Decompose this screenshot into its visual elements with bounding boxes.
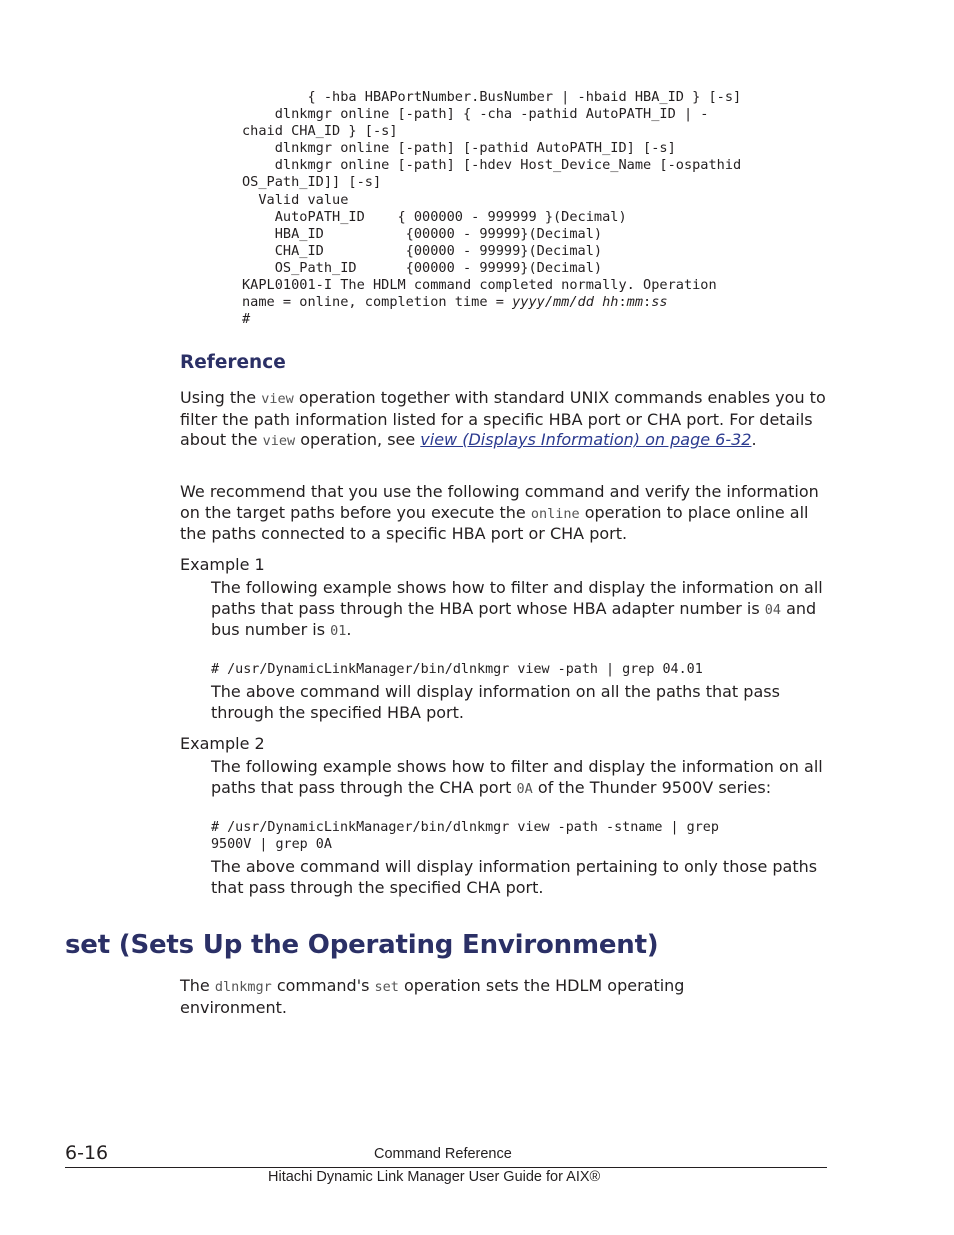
- reference-paragraph-2: [180, 482, 820, 545]
- time-ss: ss: [651, 294, 668, 311]
- example-1-description: [211, 578, 831, 642]
- example-2-result: The above command will display information pertaining to only those paths that pass through the specified CHA port.: [211, 857, 818, 897]
- code-line: Valid value: [242, 191, 349, 208]
- completion-line: [242, 294, 668, 310]
- inline-code: view: [261, 391, 294, 407]
- time-hh: hh: [602, 294, 619, 311]
- section-heading: set (Sets Up the Operating Environment): [65, 930, 659, 960]
- code-line: OS_Path_ID]] [-s]: [242, 174, 382, 191]
- text: .: [751, 430, 757, 449]
- text: We recommend that you use the following command and verify the information on the target paths before you execute the: [180, 482, 819, 522]
- example-1-result: The above command will display information on all the paths that pass through the specified HBA port.: [211, 682, 780, 722]
- code-line: OS_Path_ID {00000 - 99999}(Decimal): [242, 259, 603, 276]
- example-1-label: Example 1: [180, 555, 265, 574]
- completion-prefix: name = online, completion time =: [242, 294, 513, 311]
- example-2-label: Example 2: [180, 734, 265, 753]
- code-line: chaid CHA_ID } [-s]: [242, 123, 398, 140]
- example-1-command: # /usr/DynamicLinkManager/bin/dlnkmgr view -path | grep 04.01: [211, 662, 703, 677]
- colon: :: [618, 294, 627, 311]
- footer-divider: [65, 1167, 827, 1168]
- view-operation-link[interactable]: view (Displays Information) on page 6-32: [420, 430, 752, 449]
- time-mm: mm: [626, 294, 644, 311]
- code-line: CHA_ID {00000 - 99999}(Decimal): [242, 242, 603, 259]
- inline-code: 04: [764, 601, 781, 618]
- text: The following example shows how to filter and display the information on all paths that pass through the CHA port: [211, 757, 823, 797]
- text: and bus number is: [211, 598, 817, 639]
- example-2-command: # /usr/DynamicLinkManager/bin/dlnkmgr view -path -stname | grep 9500V | grep 0A: [211, 820, 719, 853]
- code-line: AutoPATH_ID { 000000 - 999999 }(Decimal): [242, 208, 627, 225]
- text: The following example shows how to filter and display the information on all paths that pass through the HBA port whose HBA adapter number is: [211, 578, 823, 618]
- text: Using the: [180, 388, 262, 407]
- code-line: dlnkmgr online [-path] [-hdev Host_Device_Name [-ospathid: [242, 157, 742, 174]
- text: operation together with standard UNIX commands enables you to filter the path information listed for a specific HBA port or CHA port. For details about the: [180, 388, 826, 449]
- page-number: 6-16: [65, 1142, 109, 1164]
- code-line: HBA_ID {00000 - 99999}(Decimal): [242, 225, 603, 242]
- set-section-paragraph: [180, 976, 740, 1018]
- text: operation sets the HDLM operating environment.: [180, 976, 685, 1017]
- syntax-code-block: [242, 89, 741, 328]
- reference-paragraph-1: [180, 388, 830, 452]
- inline-code: set: [374, 979, 399, 995]
- code-line: KAPL01001-I The HDLM command completed normally. Operation: [242, 277, 717, 294]
- inline-code: 01: [330, 623, 347, 639]
- example-2-description: [211, 757, 831, 799]
- text: operation, see: [295, 430, 421, 449]
- code-line: dlnkmgr online [-path] { -cha -pathid AutoPATH_ID | -: [242, 106, 709, 123]
- code-line: dlnkmgr online [-path] [-pathid AutoPATH_ID] [-s]: [242, 140, 676, 157]
- inline-code: online: [530, 505, 580, 522]
- date-format: yyyy/mm/dd: [512, 294, 594, 311]
- code-line: { -hba HBAPortNumber.BusNumber | -hbaid HBA_ID } [-s]: [242, 89, 742, 105]
- text: of the Thunder 9500V series:: [532, 777, 772, 797]
- inline-code: 0A: [516, 780, 533, 797]
- prompt: #: [242, 311, 251, 328]
- text: .: [346, 620, 352, 639]
- chapter-title: Command Reference: [374, 1146, 512, 1162]
- inline-code: dlnkmgr: [214, 979, 272, 995]
- guide-title: Hitachi Dynamic Link Manager User Guide for AIX®: [268, 1169, 601, 1185]
- text: The: [180, 976, 215, 995]
- inline-code: view: [262, 433, 296, 449]
- text: operation to place online all the paths connected to a specific HBA port or CHA port.: [180, 502, 809, 543]
- text: command's: [271, 976, 375, 995]
- reference-heading: Reference: [180, 352, 286, 373]
- colon: :: [643, 294, 652, 311]
